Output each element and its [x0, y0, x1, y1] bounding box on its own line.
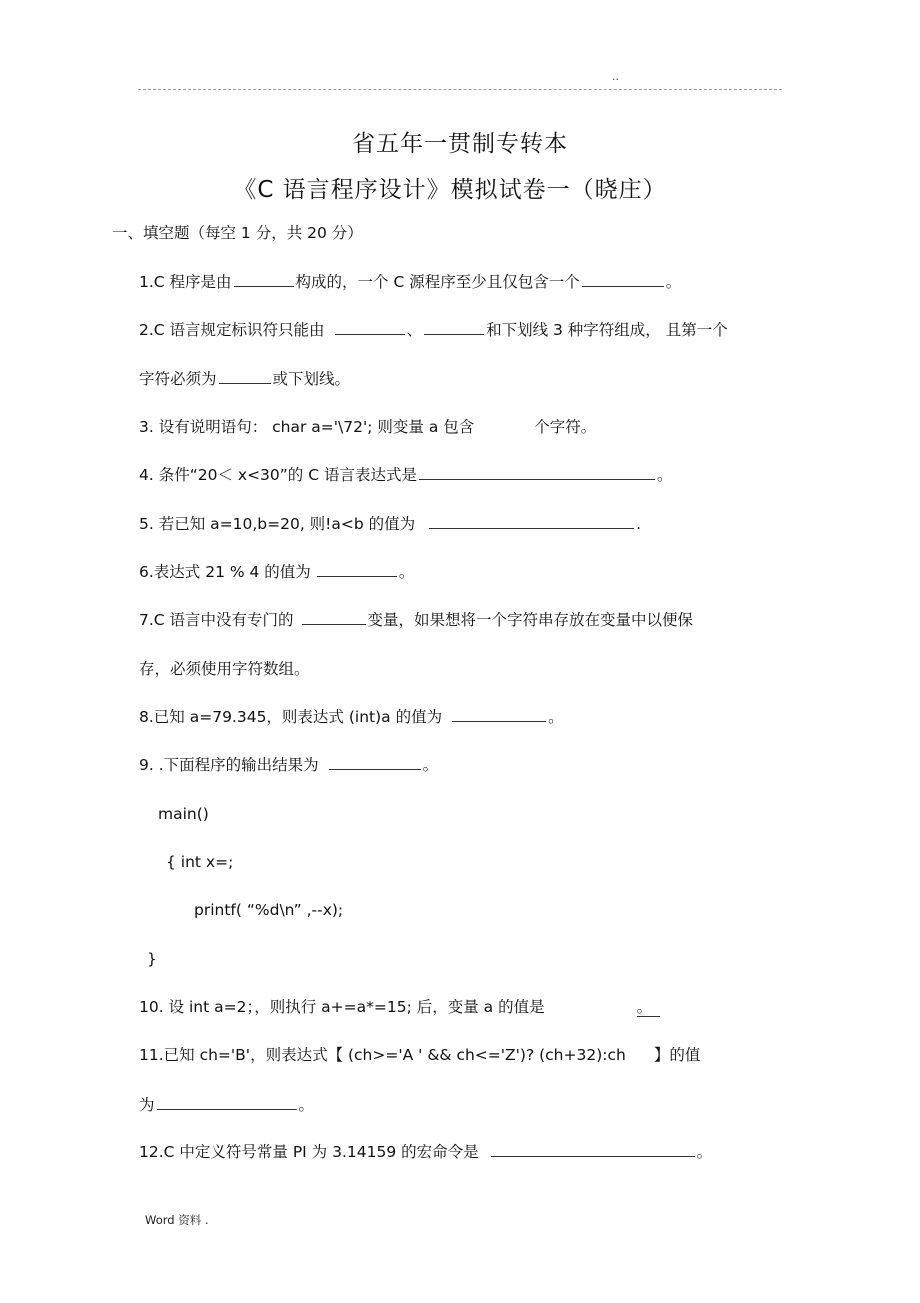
section-heading: 一、填空题（每空 1 分，共 20 分）	[112, 224, 363, 242]
code-line-2: { int x=;	[166, 853, 234, 871]
q2-text-b: 和下划线 3 种字符组成， 且第一个	[486, 321, 728, 339]
q5-text-a: 5. 若已知 a=10,b=20, 则!a<b 的值为	[139, 515, 416, 533]
q11-text-a: 11.已知 ch='B'，则表达式【 (ch>='A ' && ch<='Z')? (ch+32):ch	[139, 1046, 626, 1064]
question-11-cont	[139, 1094, 314, 1116]
question-5	[139, 513, 641, 535]
q7-blank	[302, 609, 366, 625]
q8-text-a: 8.已知 a=79.345，则表达式 (int)a 的值为	[139, 708, 443, 726]
q1-blank-1	[234, 271, 294, 287]
q2-blank-2	[424, 319, 484, 335]
q1-text-b: 构成的，一个 C 源程序至少且仅包含一个	[295, 273, 580, 291]
code-line-4: }	[147, 950, 157, 968]
q8-blank	[452, 706, 546, 722]
question-6	[139, 561, 414, 583]
q11-text-d: 。	[298, 1096, 315, 1114]
question-2-cont	[139, 368, 350, 390]
q11-text-c: 为	[139, 1096, 155, 1114]
q9-text-a: 9. .下面程序的输出结果为	[139, 756, 319, 774]
q1-text-a: 1.C 程序是由	[139, 273, 232, 291]
question-11	[139, 1044, 700, 1066]
q3-text-b: 个字符。	[534, 418, 597, 436]
q7-text-a: 7.C 语言中没有专门的	[139, 611, 294, 629]
q1-text-c: 。	[665, 273, 682, 291]
q10-text-b: 。	[637, 998, 661, 1017]
code-line-1: main()	[158, 805, 209, 823]
q7-text-b: 变量，如果想将一个字符串存放在变量中以便保	[367, 611, 694, 629]
question-4	[139, 464, 673, 486]
q11-text-b: 】的值	[653, 1046, 701, 1064]
question-3	[139, 416, 596, 438]
q2-text-a: 2.C 语言规定标识符只能由	[139, 321, 325, 339]
code-line-3: printf( “%d\n” ,--x);	[194, 901, 344, 919]
q2-sep: 、	[406, 321, 423, 339]
question-12	[139, 1141, 712, 1163]
q2-text-d: 或下划线。	[272, 370, 351, 388]
q11-blank	[157, 1094, 297, 1110]
question-1	[139, 271, 681, 293]
q5-text-b: .	[636, 515, 642, 533]
q6-text-b: 。	[398, 563, 415, 581]
question-2	[139, 319, 728, 341]
q3-text-a: 3. 设有说明语句： char a='\72'; 则变量 a 包含	[139, 418, 475, 436]
q12-text-b: 。	[696, 1143, 713, 1161]
q4-text-a: 4. 条件“20＜ x<30”的 C 语言表达式是	[139, 466, 417, 484]
q9-text-b: 。	[422, 756, 439, 774]
q9-blank	[329, 754, 421, 770]
header-rule	[138, 89, 782, 90]
q12-text-a: 12.C 中定义符号常量 PI 为 3.14159 的宏命令是	[139, 1143, 479, 1161]
header-mark: ..	[612, 70, 619, 83]
q6-blank	[317, 561, 397, 577]
q2-text-c: 字符必须为	[139, 370, 217, 388]
question-10	[139, 996, 660, 1018]
question-9	[139, 754, 438, 776]
question-7-cont: 存，必须使用字符数组。	[139, 660, 310, 678]
q4-text-b: 。	[657, 466, 673, 484]
question-8	[139, 706, 564, 728]
q10-text-a: 10. 设 int a=2；，则执行 a+=a*=15; 后，变量 a 的值是	[139, 998, 545, 1016]
q5-blank	[429, 513, 634, 529]
q6-text-a: 6.表达式 21 % 4 的值为	[139, 563, 311, 581]
q2-blank-3	[219, 368, 271, 384]
title-line-1: 省五年一贯制专转本	[352, 131, 568, 157]
q12-blank	[491, 1141, 695, 1157]
q8-text-b: 。	[548, 708, 564, 726]
footer-text: Word 资料 .	[145, 1213, 209, 1227]
q1-blank-2	[582, 271, 664, 287]
q4-blank	[419, 464, 655, 480]
title-line-2: 《C 语言程序设计》模拟试卷一（晓庄）	[233, 177, 667, 203]
question-7	[139, 609, 693, 631]
q2-blank-1	[335, 319, 405, 335]
